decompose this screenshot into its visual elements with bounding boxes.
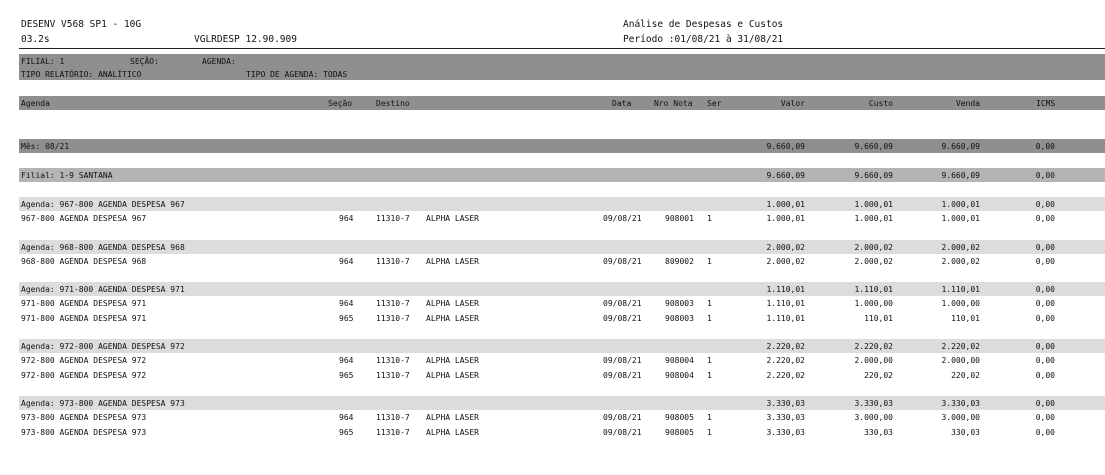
col-venda: Venda [955, 99, 980, 108]
cell-secao: 965 [339, 428, 354, 437]
cell-custo: 110,01 [864, 314, 893, 323]
cell-destino-nome: ALPHA LASER [426, 428, 479, 437]
cell-data: 09/08/21 [603, 299, 642, 308]
cell-data: 09/08/21 [603, 356, 642, 365]
filter-agenda: AGENDA: [202, 57, 236, 66]
cell-icms: 0,00 [1035, 371, 1055, 380]
group-venda: 1.000,01 [941, 200, 980, 209]
cell-ser: 1 [707, 299, 712, 308]
group-icms: 0,00 [1035, 399, 1055, 408]
cell-ser: 1 [707, 314, 712, 323]
cell-valor: 2.220,02 [766, 371, 805, 380]
cell-nota: 908001 [665, 214, 694, 223]
agenda-group-header [19, 282, 1105, 296]
filial-total-band [19, 168, 1105, 182]
cell-data: 09/08/21 [603, 413, 642, 422]
month-custo: 9.660,09 [854, 142, 893, 151]
cell-valor: 1.110,01 [766, 299, 805, 308]
agenda-group-header [19, 197, 1105, 211]
group-label: Agenda: 967-800 AGENDA DESPESA 967 [21, 200, 185, 209]
cell-secao: 964 [339, 356, 354, 365]
filial-venda: 9.660,09 [941, 171, 980, 180]
filter-tipo-relatorio: TIPO RELATÓRIO: ANALÍTICO [21, 70, 142, 79]
cell-valor: 3.330,03 [766, 428, 805, 437]
cell-data: 09/08/21 [603, 314, 642, 323]
group-valor: 2.220,02 [766, 342, 805, 351]
cell-venda: 110,01 [951, 314, 980, 323]
col-icms: ICMS [1036, 99, 1056, 108]
group-custo: 2.220,02 [854, 342, 893, 351]
cell-agenda: 972-800 AGENDA DESPESA 972 [21, 371, 147, 380]
group-icms: 0,00 [1035, 342, 1055, 351]
cell-secao: 965 [339, 371, 354, 380]
cell-icms: 0,00 [1035, 257, 1055, 266]
cell-valor: 2.000,02 [766, 257, 805, 266]
group-valor: 1.110,01 [766, 285, 805, 294]
group-custo: 1.110,01 [854, 285, 893, 294]
cell-destino-cod: 11310-7 [376, 371, 410, 380]
filter-filial: FILIAL: 1 [21, 57, 65, 66]
table-row [19, 369, 1105, 382]
cell-venda: 3.000,00 [941, 413, 980, 422]
cell-data: 09/08/21 [603, 257, 642, 266]
cell-destino-cod: 11310-7 [376, 214, 410, 223]
filter-tipo-agenda: TIPO DE AGENDA: TODAS [246, 70, 348, 79]
cell-secao: 965 [339, 314, 354, 323]
program-code: VGLRDESP 12.90.909 [194, 34, 297, 45]
cell-nota: 908005 [665, 428, 694, 437]
group-label: Agenda: 973-800 AGENDA DESPESA 973 [21, 399, 185, 408]
cell-ser: 1 [707, 356, 712, 365]
cell-ser: 1 [707, 257, 712, 266]
report-period: Período :01/08/21 à 31/08/21 [623, 34, 784, 45]
cell-secao: 964 [339, 214, 354, 223]
table-row [19, 411, 1105, 424]
month-venda: 9.660,09 [941, 142, 980, 151]
cell-venda: 1.000,01 [941, 214, 980, 223]
cell-agenda: 973-800 AGENDA DESPESA 973 [21, 413, 147, 422]
cell-ser: 1 [707, 413, 712, 422]
agenda-group-header [19, 240, 1105, 254]
agenda-group-header [19, 396, 1105, 410]
group-label: Agenda: 971-800 AGENDA DESPESA 971 [21, 285, 185, 294]
cell-icms: 0,00 [1035, 356, 1055, 365]
cell-custo: 2.000,02 [854, 257, 893, 266]
cell-valor: 1.110,01 [766, 314, 805, 323]
column-header-band [19, 96, 1105, 110]
col-secao: Seção [328, 99, 353, 108]
cell-venda: 2.000,00 [941, 356, 980, 365]
cell-destino-cod: 11310-7 [376, 428, 410, 437]
col-data: Data [612, 99, 632, 108]
cell-custo: 220,02 [864, 371, 893, 380]
table-row [19, 426, 1105, 439]
cell-venda: 2.000,02 [941, 257, 980, 266]
cell-destino-nome: ALPHA LASER [426, 257, 479, 266]
filial-custo: 9.660,09 [854, 171, 893, 180]
cell-destino-cod: 11310-7 [376, 356, 410, 365]
filial-icms: 0,00 [1035, 171, 1055, 180]
group-label: Agenda: 972-800 AGENDA DESPESA 972 [21, 342, 185, 351]
group-label: Agenda: 968-800 AGENDA DESPESA 968 [21, 243, 185, 252]
group-valor: 2.000,02 [766, 243, 805, 252]
cell-nota: 908003 [665, 314, 694, 323]
filter-secao: SEÇÃO: [130, 57, 159, 66]
cell-destino-cod: 11310-7 [376, 299, 410, 308]
filial-label: Filial: 1-9 SANTANA [21, 171, 113, 180]
agenda-group-header [19, 339, 1105, 353]
group-venda: 1.110,01 [941, 285, 980, 294]
cell-icms: 0,00 [1035, 214, 1055, 223]
col-nro-nota: Nro Nota [654, 99, 693, 108]
cell-nota: 908004 [665, 371, 694, 380]
cell-destino-cod: 11310-7 [376, 257, 410, 266]
table-row [19, 297, 1105, 310]
cell-venda: 330,03 [951, 428, 980, 437]
cell-secao: 964 [339, 257, 354, 266]
cell-agenda: 973-800 AGENDA DESPESA 973 [21, 428, 147, 437]
cell-destino-nome: ALPHA LASER [426, 371, 479, 380]
cell-agenda: 971-800 AGENDA DESPESA 971 [21, 314, 147, 323]
cell-icms: 0,00 [1035, 428, 1055, 437]
col-valor: Valor [780, 99, 805, 108]
month-icms: 0,00 [1035, 142, 1055, 151]
cell-nota: 908005 [665, 413, 694, 422]
cell-ser: 1 [707, 428, 712, 437]
system-name: DESENV V568 SP1 - 10G [21, 19, 142, 30]
group-icms: 0,00 [1035, 200, 1055, 209]
col-destino: Destino [376, 99, 410, 108]
group-valor: 1.000,01 [766, 200, 805, 209]
cell-ser: 1 [707, 214, 712, 223]
cell-data: 09/08/21 [603, 371, 642, 380]
table-row [19, 312, 1105, 325]
cell-nota: 908003 [665, 299, 694, 308]
cell-destino-nome: ALPHA LASER [426, 413, 479, 422]
col-ser: Ser [707, 99, 722, 108]
cell-secao: 964 [339, 413, 354, 422]
filial-valor: 9.660,09 [766, 171, 805, 180]
cell-icms: 0,00 [1035, 314, 1055, 323]
cell-destino-nome: ALPHA LASER [426, 214, 479, 223]
group-valor: 3.330,03 [766, 399, 805, 408]
table-row [19, 212, 1105, 225]
group-custo: 1.000,01 [854, 200, 893, 209]
group-venda: 3.330,03 [941, 399, 980, 408]
group-venda: 2.220,02 [941, 342, 980, 351]
table-row [19, 255, 1105, 268]
cell-icms: 0,00 [1035, 299, 1055, 308]
cell-custo: 1.000,01 [854, 214, 893, 223]
cell-agenda: 968-800 AGENDA DESPESA 968 [21, 257, 147, 266]
cell-venda: 1.000,00 [941, 299, 980, 308]
cell-destino-cod: 11310-7 [376, 413, 410, 422]
cell-agenda: 967-800 AGENDA DESPESA 967 [21, 214, 147, 223]
cell-venda: 220,02 [951, 371, 980, 380]
cell-destino-nome: ALPHA LASER [426, 356, 479, 365]
month-label: Mês: 08/21 [21, 142, 70, 151]
col-custo: Custo [868, 99, 893, 108]
cell-custo: 3.000,00 [854, 413, 893, 422]
cell-valor: 2.220,02 [766, 356, 805, 365]
cell-agenda: 971-800 AGENDA DESPESA 971 [21, 299, 147, 308]
cell-secao: 964 [339, 299, 354, 308]
cell-destino-nome: ALPHA LASER [426, 314, 479, 323]
report-title: Análise de Despesas e Custos [623, 19, 784, 30]
cell-destino-cod: 11310-7 [376, 314, 410, 323]
cell-nota: 908004 [665, 356, 694, 365]
filter-band [19, 54, 1105, 80]
group-icms: 0,00 [1035, 285, 1055, 294]
group-venda: 2.000,02 [941, 243, 980, 252]
system-version: 03.2s [21, 34, 50, 45]
cell-destino-nome: ALPHA LASER [426, 299, 479, 308]
cell-agenda: 972-800 AGENDA DESPESA 972 [21, 356, 147, 365]
group-custo: 2.000,02 [854, 243, 893, 252]
col-agenda: Agenda [21, 99, 50, 108]
cell-valor: 1.000,01 [766, 214, 805, 223]
cell-valor: 3.330,03 [766, 413, 805, 422]
table-row [19, 354, 1105, 367]
group-icms: 0,00 [1035, 243, 1055, 252]
cell-custo: 2.000,00 [854, 356, 893, 365]
cell-data: 09/08/21 [603, 428, 642, 437]
cell-data: 09/08/21 [603, 214, 642, 223]
month-total-band [19, 139, 1105, 153]
cell-custo: 1.000,00 [854, 299, 893, 308]
cell-custo: 330,03 [864, 428, 893, 437]
cell-ser: 1 [707, 371, 712, 380]
cell-icms: 0,00 [1035, 413, 1055, 422]
cell-nota: 809002 [665, 257, 694, 266]
header-rule [19, 48, 1105, 49]
month-valor: 9.660,09 [766, 142, 805, 151]
group-custo: 3.330,03 [854, 399, 893, 408]
